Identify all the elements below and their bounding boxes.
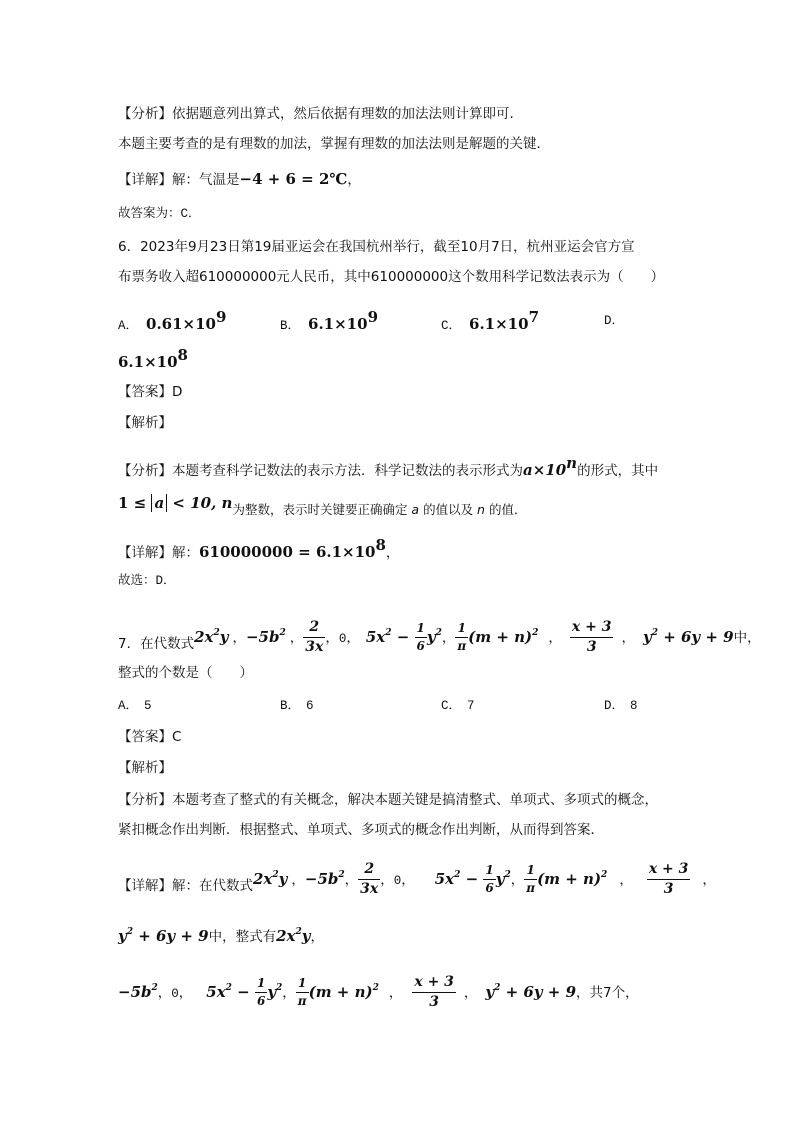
q7-detail-list-e5-frac — [296, 977, 309, 1008]
q7-detail-sep: ， — [291, 871, 305, 888]
q7-expr-5-exp: 2 — [532, 627, 539, 638]
q6-answer: 【答案】D — [118, 384, 183, 400]
q7-expr-7-base: y — [642, 627, 652, 646]
q7-detail-expr-6 — [647, 862, 691, 898]
q7-detail-list-e4-frac-num: 1 — [255, 977, 267, 993]
q6-analysis — [118, 456, 658, 479]
q7-zero: 0 — [338, 631, 347, 646]
q7-detail-e4-frac — [483, 864, 495, 895]
q7-expr-3-den: 3x — [305, 639, 324, 656]
q7-detail-e7-exp: 2 — [126, 927, 133, 937]
q7-detail-list-e4-b-base: y — [267, 982, 277, 1001]
q7-option-d-value: 8 — [630, 699, 638, 713]
q6-range-tail: < 10, n — [167, 494, 233, 512]
q7-sep: ， — [346, 629, 360, 646]
q6-parse-heading: 【解析】 — [118, 415, 172, 431]
q7-expr-3 — [303, 620, 325, 656]
q7-detail-e6-den: 3 — [663, 881, 674, 898]
q7-option-b-label: B． — [280, 699, 301, 713]
q7-detail-e4-minus: − — [460, 869, 484, 888]
q7-option-a-value: 5 — [144, 699, 152, 713]
q6-option-a-mantissa: 0.61×10 — [146, 315, 216, 333]
q5-detail — [118, 172, 361, 188]
q7-expr-4-frac — [415, 622, 427, 653]
q7-detail-e1b-exp: 2 — [295, 927, 302, 937]
q7-detail-e7: y — [118, 927, 127, 945]
q7-analysis-line2: 紧扣概念作出判断．根据整式、单项式、多项式的概念作出判断，从而得到答案． — [118, 822, 604, 838]
q7-detail-list-e4 — [206, 983, 255, 1001]
q7-option-a-label: A． — [118, 699, 139, 713]
q7-detail-list-e4-b — [267, 983, 282, 1001]
q6-analysis-a: 【分析】本题考查科学记数法的表示方法．科学记数法的表示形式为 — [118, 463, 523, 479]
q7-detail-list-e6-den: 3 — [429, 994, 439, 1011]
q7-detail-sep: ， — [282, 984, 296, 1001]
q5-detail-suffix: ， — [347, 172, 361, 188]
q7-expr-4-frac-den: 6 — [416, 639, 425, 654]
q7-detail-sep: ， — [702, 871, 716, 888]
q7-sep: ， — [289, 629, 304, 646]
q7-expr-4-frac-num: 1 — [415, 622, 427, 638]
q7-detail-list-e7-tail: + 6y + 9 — [500, 982, 577, 1001]
q7-detail-line1 — [118, 862, 716, 898]
q6-detail-prefix: 【详解】解： — [118, 545, 199, 561]
q7-detail-e7-tail: + 6y + 9 — [132, 927, 209, 945]
q7-detail-sep: ， — [463, 984, 478, 1001]
q7-detail-list-e6-num: x + 3 — [412, 975, 456, 993]
q7-detail-sep: ， — [619, 871, 633, 888]
q7-detail-e1b: 2x — [276, 927, 296, 945]
q6-option-d-exp: 8 — [177, 346, 188, 364]
q7-detail-list-e4-frac-den: 6 — [256, 994, 266, 1009]
q7-detail-e5-exp: 2 — [601, 869, 608, 880]
q7-expr-4-a-exp: 2 — [385, 627, 392, 638]
q6-range-suffix-text: 为整数，表示时关键要正确确定 — [232, 502, 412, 517]
q7-detail-e4-a-exp: 2 — [454, 869, 461, 880]
q6-range-a: a — [411, 502, 420, 517]
q7-detail-list-e7-base: y — [485, 982, 495, 1001]
q7-detail-e2: −5b — [304, 869, 339, 888]
q7-option-d-label: D． — [604, 699, 625, 713]
q7-detail-list-e5-body: (m + n) — [308, 982, 373, 1001]
q6-conclusion: 故选：D． — [118, 574, 176, 588]
q5-detail-expr: −4 + 6 = 2℃ — [239, 170, 348, 188]
q7-stem-line2: 整式的个数是（ ） — [118, 665, 253, 681]
q6-detail-expr: 610000000 = 6.1×10 — [199, 543, 376, 561]
q7-parse-heading: 【解析】 — [118, 760, 172, 776]
q7-detail-list-e4-b-exp: 2 — [276, 982, 283, 993]
q6-stem-line2: 布票务收入超610000000元人民币，其中610000000这个数用科学记数法表示为（ ） — [118, 269, 665, 285]
q6-option-d-label-text: D． — [604, 314, 625, 328]
q7-detail-e3-den: 3x — [360, 881, 379, 898]
q7-option-b — [280, 700, 314, 713]
q7-expr-2 — [246, 628, 286, 646]
q7-expr-6-den: 3 — [586, 639, 597, 656]
q5-detail-prefix: 【详解】解：气温是 — [118, 172, 240, 188]
q7-option-a — [118, 700, 152, 713]
q6-range-abs: a — [151, 494, 167, 512]
q7-detail-list-e2-base: −5b — [118, 982, 152, 1001]
q7-detail-sep: ， — [510, 871, 525, 888]
q7-expr-4-minus: − — [391, 627, 415, 646]
q7-option-c-value: 7 — [467, 699, 475, 713]
q7-detail-e1-exp: 2 — [272, 869, 279, 880]
q7-expr-1-base: 2x — [194, 627, 214, 646]
q7-detail-sep: ， — [344, 871, 359, 888]
q7-detail-sep: ， — [178, 984, 193, 1001]
q7-detail-e5-frac — [524, 864, 537, 895]
q7-detail-list-e7 — [485, 983, 576, 1001]
q7-detail-e5-num: 1 — [524, 864, 537, 880]
q6-stem-line1: 6．2023年9月23日第19届亚运会在我国杭州举行，截至10月7日，杭州亚运会官方宣 — [118, 239, 635, 255]
q7-detail-e2-exp: 2 — [338, 869, 345, 880]
q7-detail-sep: ， — [310, 929, 324, 945]
q6-range — [118, 494, 527, 517]
q6-detail-suffix: ， — [385, 545, 400, 561]
q7-detail-end: ，共7个， — [576, 984, 639, 1001]
q7-expr-1 — [194, 628, 228, 646]
q6-option-c-label: C． — [441, 319, 462, 333]
q7-expr-4-b — [427, 628, 442, 646]
q7-detail-expr-4 — [435, 870, 484, 888]
q7-option-d — [604, 700, 638, 713]
q7-detail-list-e4-a-exp: 2 — [225, 982, 232, 993]
q7-expr-1-tail: y — [219, 627, 229, 646]
q7-detail-expr-7 — [118, 927, 209, 945]
q6-range-end: 的值． — [484, 502, 527, 517]
q7-detail-sep: ， — [401, 871, 415, 888]
q7-detail-list-e5-den: π — [297, 994, 307, 1009]
q7-expr-1-exp: 2 — [213, 627, 220, 638]
q7-analysis-line1: 【分析】本题考查了整式的有关概念，解决本题关键是搞清整式、单项式、多项式的概念， — [118, 792, 658, 808]
q7-option-c-label: C． — [441, 699, 462, 713]
q7-expr-5-body: (m + n) — [468, 627, 533, 646]
q7-detail-list-e2-exp: 2 — [151, 982, 158, 993]
q7-expr-7-tail: + 6y + 9 — [657, 627, 734, 646]
q7-sep: ， — [232, 629, 246, 646]
q6-analysis-form: a×10 — [523, 461, 567, 479]
q6-option-a-label: A． — [118, 319, 139, 333]
q7-detail-list-e2 — [118, 983, 158, 1001]
q7-expr-2-base: −5b — [245, 627, 280, 646]
q6-range-n: n — [477, 502, 485, 517]
q7-expr-4 — [366, 628, 415, 646]
q6-option-d-value — [118, 348, 188, 370]
q7-stem-prefix: 7．在代数式 — [118, 635, 195, 652]
q7-detail-e4-b — [496, 870, 511, 888]
q6-option-c-mantissa: 6.1×10 — [469, 315, 529, 333]
q6-analysis-form-exp: n — [566, 454, 578, 472]
q7-expr-4-a: 5x — [365, 627, 386, 646]
q7-option-b-value: 6 — [306, 699, 314, 713]
q7-detail-expr-5 — [537, 870, 607, 888]
q6-range-suffix — [232, 502, 526, 517]
q7-detail-list-e4-a: 5x — [206, 982, 226, 1001]
q7-detail-list-e5-num: 1 — [296, 977, 309, 993]
q7-expr-4-b-exp: 2 — [435, 627, 442, 638]
q7-expr-6 — [570, 620, 614, 656]
q7-expr-7 — [643, 628, 734, 646]
q7-detail-e1b-tail: y — [301, 927, 311, 945]
q7-detail-e4-frac-den: 6 — [485, 881, 494, 896]
q7-expr-5 — [468, 628, 538, 646]
q7-detail-list-e6 — [412, 975, 456, 1011]
q7-option-c — [441, 700, 475, 713]
q7-detail-prefix: 【详解】解：在代数式 — [118, 877, 253, 894]
q7-stem-middle: 中， — [733, 629, 761, 646]
q7-stem-line1 — [118, 620, 761, 656]
q6-analysis-b: 的形式，其中 — [577, 463, 659, 479]
q6-option-b — [280, 310, 378, 333]
q7-detail-sep: ， — [388, 984, 403, 1001]
q7-detail-sep: ， — [380, 871, 394, 888]
q7-detail-list-e4-minus: − — [231, 982, 255, 1001]
q6-option-a — [118, 310, 226, 333]
q7-answer: 【答案】C — [118, 729, 182, 745]
q7-detail-middle: 中，整式有 — [208, 929, 277, 945]
q7-expr-3-num: 2 — [303, 620, 325, 638]
q7-sep: ， — [441, 629, 456, 646]
q6-range-mid: 的值以及 — [419, 502, 478, 517]
q5-note: 本题主要考查的是有理数的加法，掌握有理数的加法法则是解题的关键． — [118, 136, 550, 152]
q7-detail-e4-b-base: y — [495, 869, 505, 888]
q6-option-a-exp: 9 — [216, 308, 227, 326]
q7-detail-zero: 0 — [393, 873, 402, 888]
q7-sep: ， — [325, 629, 339, 646]
q7-expr-4-b-base: y — [426, 627, 436, 646]
q7-detail-list-e5 — [309, 983, 379, 1001]
q6-range-lead: 1 ≤ — [118, 494, 152, 512]
q6-option-b-exp: 9 — [367, 308, 378, 326]
q7-sep: ， — [548, 629, 562, 646]
q7-detail-e5-den: π — [526, 881, 536, 896]
q6-option-c-exp: 7 — [528, 308, 539, 326]
q7-detail-e4-b-exp: 2 — [504, 869, 511, 880]
q7-detail-expr-2 — [305, 870, 345, 888]
q7-expr-5-den: π — [457, 639, 467, 654]
q7-detail-line2 — [118, 928, 324, 945]
q7-detail-e4-frac-num: 1 — [483, 864, 495, 880]
q7-detail-e5-body: (m + n) — [537, 869, 602, 888]
q7-expr-6-num: x + 3 — [570, 620, 614, 638]
q7-detail-list-zero: 0 — [171, 986, 179, 1001]
q7-detail-e1-tail: y — [278, 869, 288, 888]
q7-sep: ， — [621, 629, 635, 646]
q7-detail-list-e7-exp: 2 — [494, 982, 501, 993]
q7-detail-list-e4-frac — [255, 977, 267, 1008]
q6-option-d-label — [604, 314, 624, 328]
q6-detail — [118, 538, 399, 561]
q7-expr-5-frac — [455, 622, 468, 653]
q6-option-c — [441, 310, 539, 333]
q7-detail-expr-3 — [358, 862, 380, 898]
q7-detail-sep: ， — [157, 984, 172, 1001]
q6-option-b-label: B． — [280, 319, 301, 333]
q7-detail-e6-num: x + 3 — [647, 862, 691, 880]
q6-option-d-mantissa: 6.1×10 — [118, 353, 178, 371]
q6-detail-expr-exp: 8 — [375, 536, 386, 554]
q7-expr-5-num: 1 — [455, 622, 468, 638]
q5-analysis: 【分析】依据题意列出算式，然后依据有理数的加法法则计算即可． — [118, 106, 523, 122]
q7-detail-e3-num: 2 — [358, 862, 380, 880]
q7-detail-list-e5-exp: 2 — [372, 982, 379, 993]
q6-option-b-mantissa: 6.1×10 — [308, 315, 368, 333]
q7-detail-e4-a: 5x — [434, 869, 455, 888]
q7-detail-expr-1 — [253, 870, 287, 888]
q7-expr-2-exp: 2 — [279, 627, 286, 638]
q7-detail-expr-1b — [276, 927, 310, 945]
q7-expr-7-exp: 2 — [651, 627, 658, 638]
q7-detail-line3 — [118, 975, 639, 1011]
q5-conclusion: 故答案为：C． — [118, 207, 201, 221]
q7-detail-e1: 2x — [253, 869, 273, 888]
